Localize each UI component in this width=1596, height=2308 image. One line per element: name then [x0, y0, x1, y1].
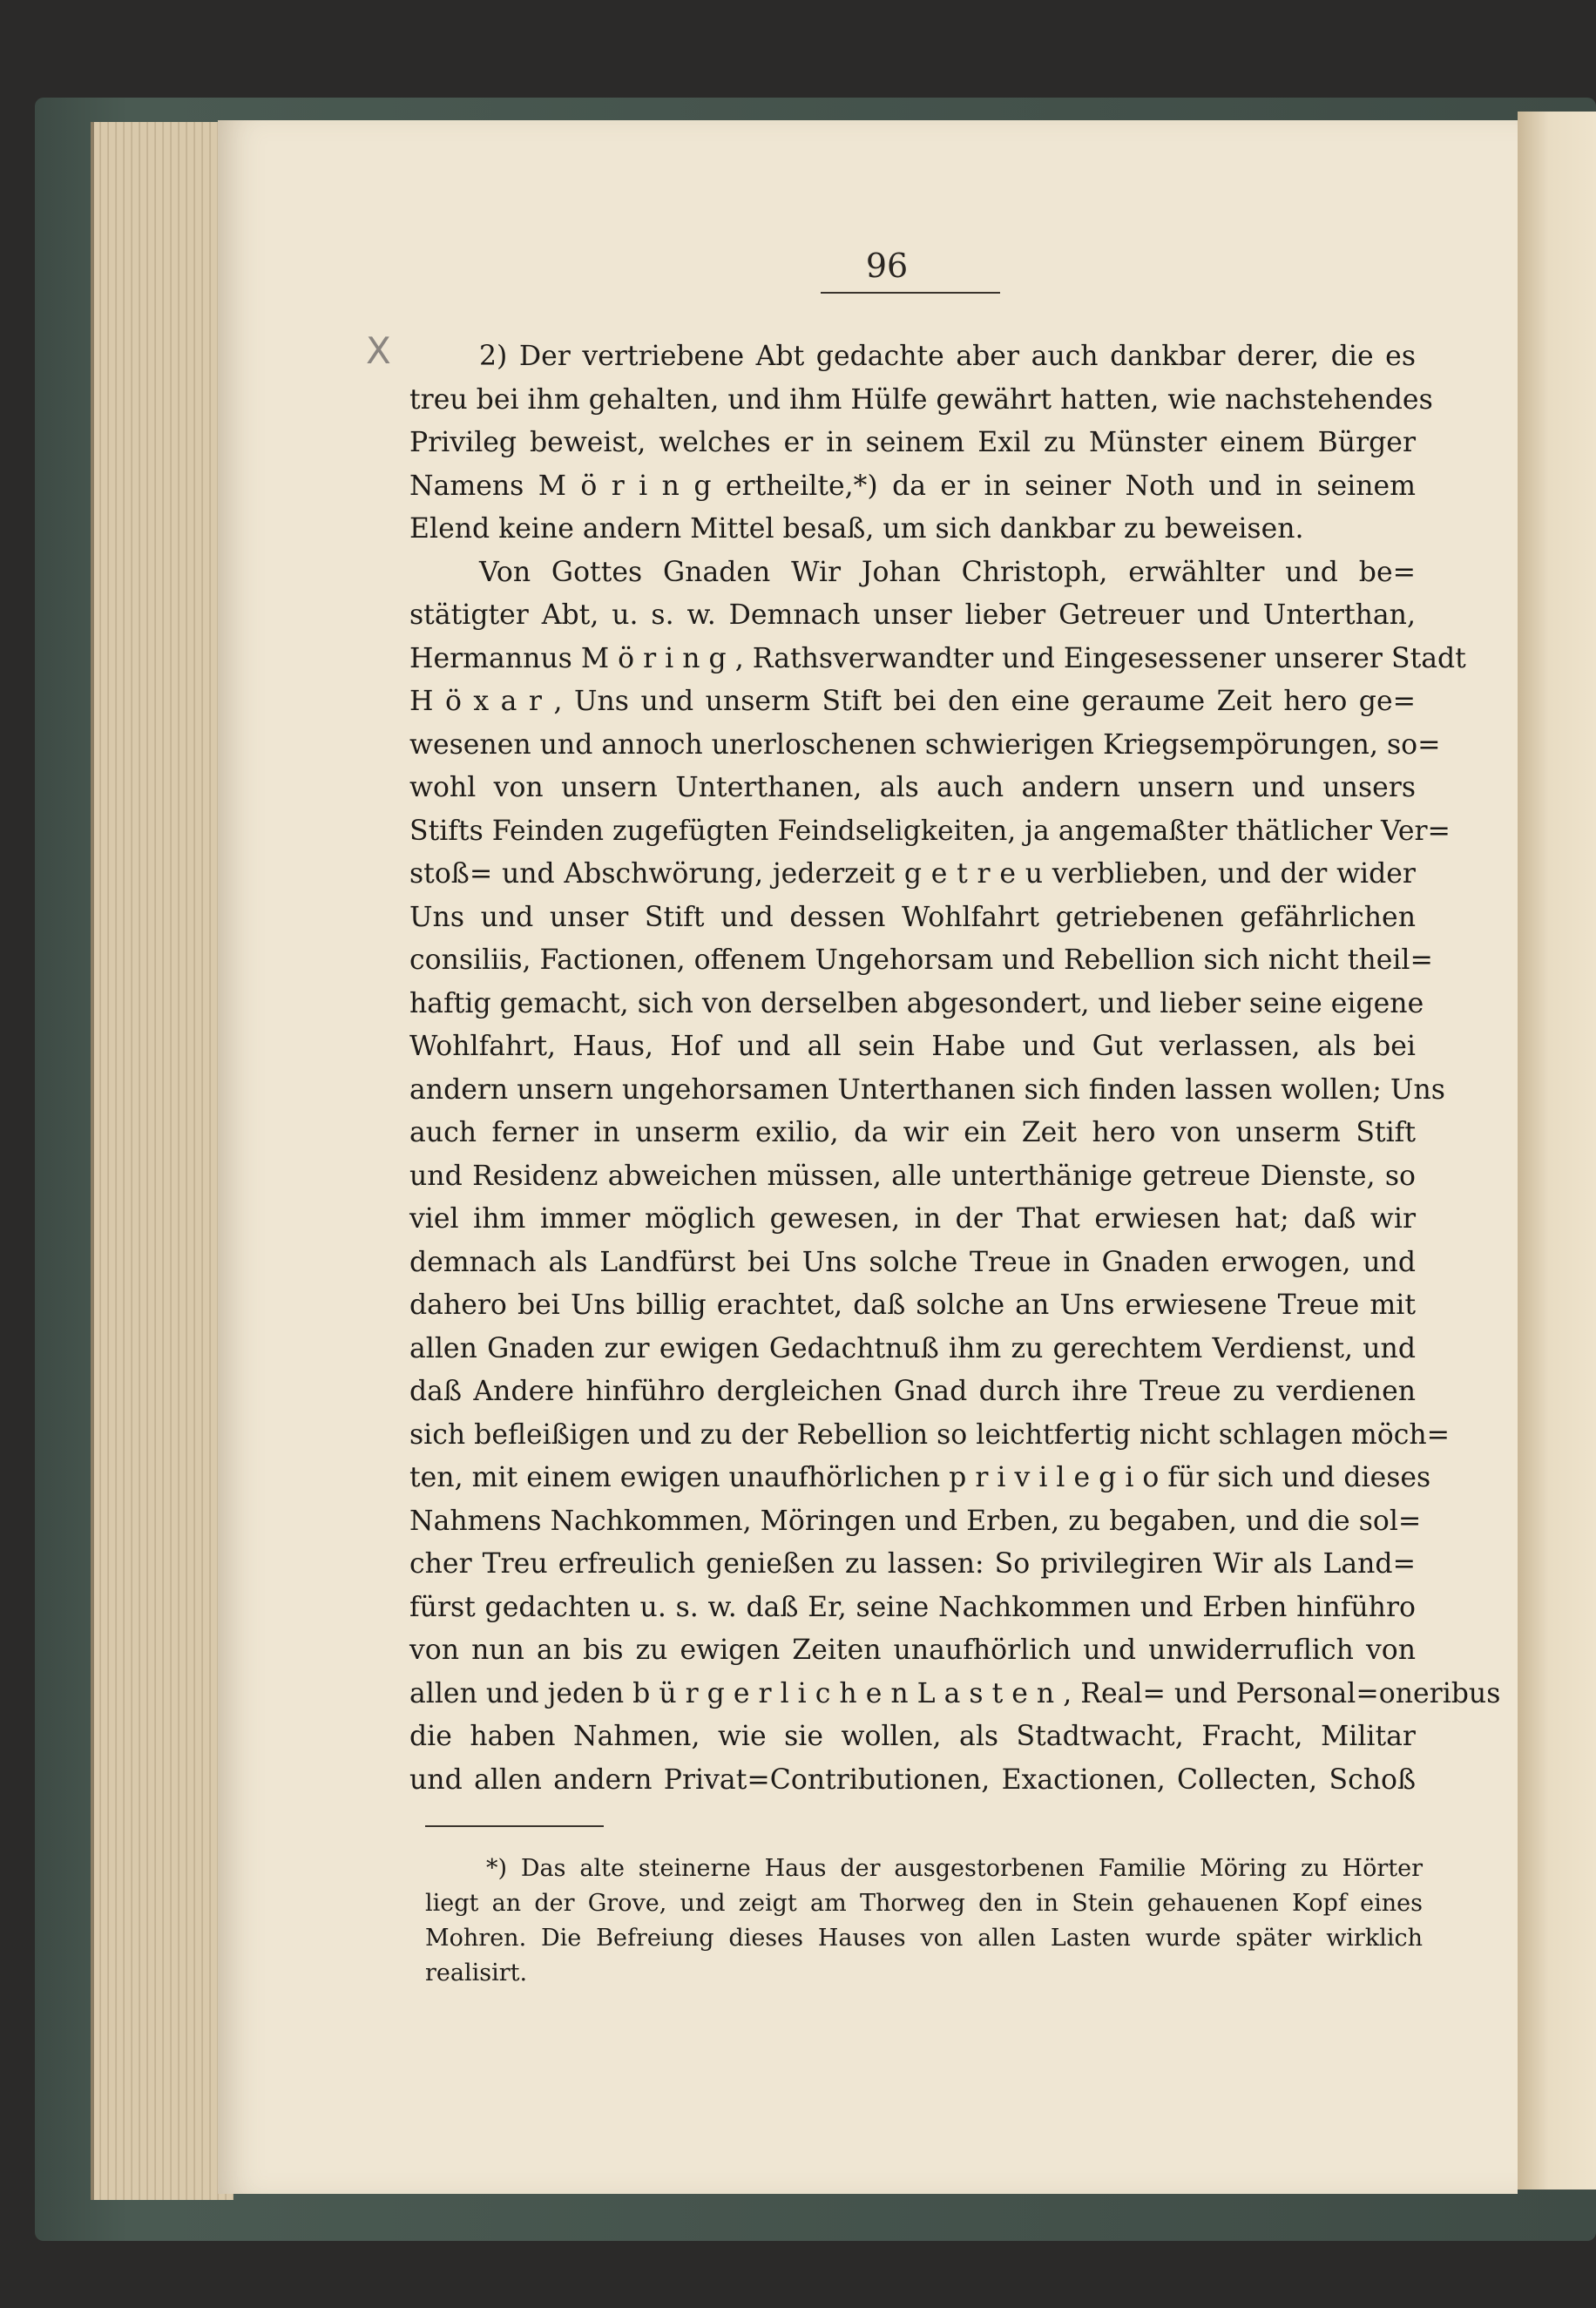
text-line: ten, mit einem ewigen unaufhörlichen p r i v i l e g i o für sich und dieses	[409, 1462, 1431, 1493]
text-line: allen und jeden b ü r g e r l i c h e n L a s t e n , Real= und Personal=oneribus	[409, 1677, 1501, 1709]
text-line: Privileg beweist, welches er in seinem Exil zu Münster einem Bürger	[409, 427, 1416, 458]
text-line: Von Gottes Gnaden Wir Johan Christoph, erwählter und be=	[479, 556, 1416, 588]
text-line: H ö x a r , Uns und unserm Stift bei den eine geraume Zeit hero ge=	[409, 686, 1416, 717]
text-line: demnach als Landfürst bei Uns solche Treue in Gnaden erwogen, und	[409, 1246, 1416, 1278]
text-line: Wohlfahrt, Haus, Hof und all sein Habe und Gut verlassen, als bei	[409, 1031, 1416, 1062]
text-line: wohl von unsern Unterthanen, als auch andern unsern und unsers	[409, 772, 1416, 803]
footnote-line: *) Das alte steinerne Haus der ausgestorbenen Familie Möring zu Hörter	[486, 1855, 1423, 1882]
text-line: Elend keine andern Mittel besaß, um sich dankbar zu beweisen.	[409, 513, 1304, 545]
text-line: viel ihm immer möglich gewesen, in der That erwiesen hat; daß wir	[409, 1203, 1416, 1235]
text-line: daß Andere hinführo dergleichen Gnad durch ihre Treue zu verdienen	[409, 1376, 1416, 1407]
footnote-line: liegt an der Grove, und zeigt am Thorweg den in Stein gehauenen Kopf eines	[425, 1890, 1423, 1917]
text-line: haftig gemacht, sich von derselben abgesondert, und lieber seine eigene	[409, 987, 1424, 1019]
text-line: von nun an bis zu ewigen Zeiten unaufhörlich und unwiderruflich von	[409, 1635, 1416, 1666]
text-line: die haben Nahmen, wie sie wollen, als Stadtwacht, Fracht, Militar	[409, 1721, 1416, 1752]
text-line: und allen andern Privat=Contributionen, Exactionen, Collecten, Schoß	[409, 1763, 1416, 1796]
text-line: fürst gedachten u. s. w. daß Er, seine Nachkommen und Erben hinführo	[409, 1591, 1416, 1623]
text-line: Hermannus M ö r i n g , Rathsverwandter und Eingesessener unserer Stadt	[409, 642, 1466, 674]
text-line: stätigter Abt, u. s. w. Demnach unser lieber Getreuer und Unterthan,	[409, 599, 1416, 631]
text-line: Stifts Feinden zugefügten Feindseligkeiten, ja angemaßter thätlicher Ver=	[409, 815, 1451, 847]
footnote-line: realisirt.	[425, 1959, 528, 1987]
page-edges	[91, 122, 233, 2200]
text-line: 2) Der vertriebene Abt gedachte aber auch dankbar derer, die es	[479, 341, 1416, 372]
text-line: sich befleißigen und zu der Rebellion so leichtfertig nicht schlagen möch=	[409, 1418, 1451, 1451]
page-number-rule	[821, 292, 1000, 294]
footnote	[425, 1851, 1423, 1991]
text-line: wesenen und annoch unerloschenen schwierigen Kriegsempörungen, so=	[409, 728, 1441, 761]
page-number: 96	[865, 247, 909, 285]
text-line: cher Treu erfreulich genießen zu lassen: So privilegiren Wir als Land=	[409, 1548, 1416, 1580]
text-line: andern unsern ungehorsamen Unterthanen sich finden lassen wollen; Uns	[409, 1073, 1445, 1106]
footnote-rule	[425, 1825, 604, 1827]
text-line: consiliis, Factionen, offenem Ungehorsam und Rebellion sich nicht theil=	[409, 944, 1433, 976]
text-line: Uns und unser Stift und dessen Wohlfahrt getriebenen gefährlichen	[409, 901, 1416, 933]
body-text	[409, 335, 1501, 1802]
text-line: und Residenz abweichen müssen, alle unterthänige getreue Dienste, so	[409, 1160, 1416, 1192]
text-line: Namens M ö r i n g ertheilte,*) da er in seiner Noth und in seinem	[409, 470, 1416, 502]
text-line: dahero bei Uns billig erachtet, daß solche an Uns erwiesene Treue mit	[409, 1289, 1416, 1321]
pencil-margin-mark: X	[366, 329, 391, 372]
text-line: Nahmens Nachkommen, Möringen und Erben, zu begaben, und die sol=	[409, 1505, 1422, 1537]
footnote-line: Mohren. Die Befreiung dieses Hauses von allen Lasten wurde später wirklich	[425, 1925, 1423, 1952]
facing-page-edge	[1518, 112, 1596, 2190]
text-line: treu bei ihm gehalten, und ihm Hülfe gewährt hatten, wie nachstehendes	[409, 383, 1433, 416]
text-line: stoß= und Abschwörung, jederzeit g e t r e u verblieben, und der wider	[409, 858, 1416, 890]
text-line: allen Gnaden zur ewigen Gedachtnuß ihm zu gerechtem Verdienst, und	[409, 1332, 1416, 1364]
text-line: auch ferner in unserm exilio, da wir ein Zeit hero von unserm Stift	[409, 1117, 1416, 1148]
